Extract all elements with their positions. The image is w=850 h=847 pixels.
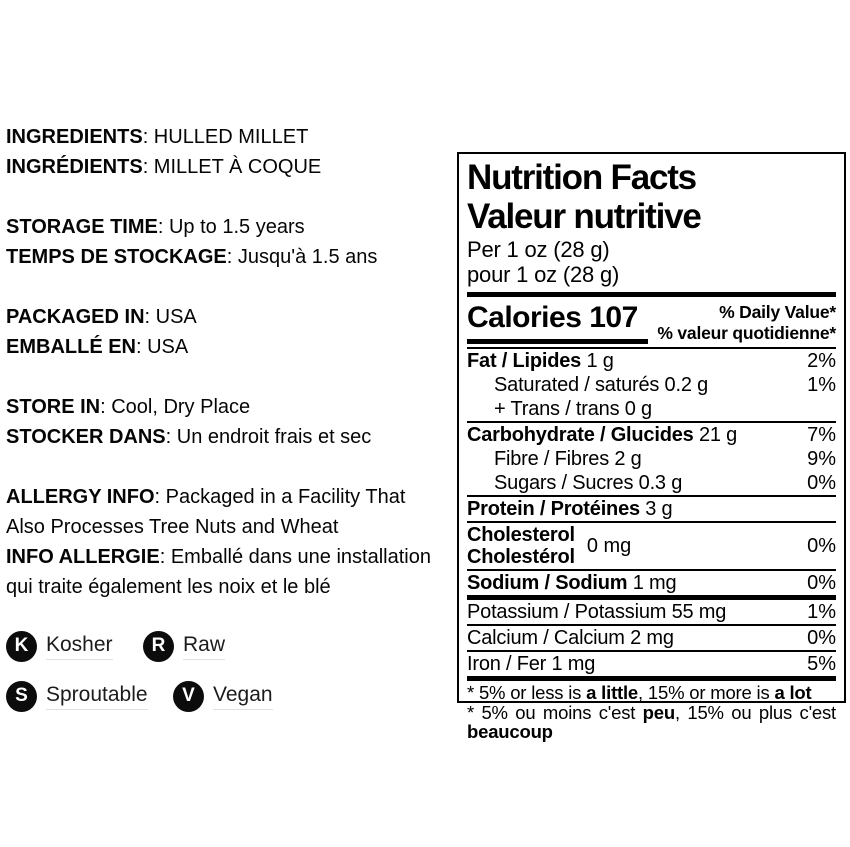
nutrition-facts-label [457,152,846,742]
calories-number: 107 [589,301,638,334]
nutrient-rows [467,347,836,746]
iron-amount: 1 mg [551,653,596,675]
saturated-name: Saturated / saturés [494,374,660,396]
storage-time-line-en [6,212,458,242]
row-iron [467,650,836,676]
daily-value-heading-fr: % valeur quotidienne* [657,323,836,343]
footnote-en-bold-1: a little [586,682,639,703]
sodium-amount: 1 mg [632,572,677,594]
allergy-line-2 [6,512,458,542]
daily-value-heading-en: % Daily Value* [719,302,836,322]
badge-row-1 [6,630,273,662]
badge-raw-label: Raw [183,633,225,660]
product-details [6,122,458,632]
calories-word: Calories [467,301,582,334]
row-cholesterol [467,521,836,569]
nutrition-title-en: Nutrition Facts [467,158,696,197]
row-fat [467,347,836,373]
badge-vegan-label: Vegan [213,683,273,710]
row-calcium [467,624,836,650]
fibre-amount: 2 g [614,448,642,470]
cholesterol-name-en: Cholesterol [467,524,575,546]
sodium-name: Sodium / Sodium [467,572,628,594]
saturated-amount: 0.2 g [664,374,709,396]
packaged-in-label-en: PACKAGED IN [6,306,145,328]
packaged-in-group [6,302,458,362]
footnote [467,676,836,746]
store-in-value-fr: : Un endroit frais et sec [165,426,372,448]
calories-value [467,301,648,344]
carbohydrate-amount: 21 g [698,424,738,446]
calories-section [467,301,836,344]
badge-kosher-label: Kosher [46,633,113,660]
protein-name: Protein / Protéines [467,498,640,520]
row-sugars [467,471,836,495]
allergy-label-fr: INFO ALLERGIE [6,546,160,568]
row-carbohydrate [467,421,836,447]
allergy-value-fr-cont: qui traite également les noix et le blé [6,576,331,598]
footnote-en-text-1: * 5% or less is [467,682,587,703]
storage-time-value-fr: : Jusqu'à 1.5 ans [226,246,378,268]
sugars-dv: 0% [807,472,836,494]
store-in-label-fr: STOCKER DANS [6,426,166,448]
ingredients-line-fr [6,152,458,182]
row-sodium [467,569,836,595]
trans-name: + Trans / trans [494,398,620,420]
potassium-name: Potassium / Potassium [467,601,667,623]
serving-size-fr: pour 1 oz (28 g) [467,262,620,287]
calcium-name: Calcium / Calcium [467,627,625,649]
sproutable-icon: S [6,681,37,712]
potassium-dv: 1% [807,601,836,623]
footnote-fr-bold-1: peu [642,701,675,723]
cholesterol-amount: 0 mg [586,535,632,557]
ingredients-value-en: : HULLED MILLET [142,126,309,148]
allergy-line-1 [6,482,458,512]
store-in-line-fr [6,422,458,452]
badge-raw [143,631,225,662]
ingredients-line-en [6,122,458,152]
storage-time-group [6,212,458,272]
fat-dv: 2% [807,350,836,372]
ingredients-value-fr: : MILLET À COQUE [142,156,322,178]
ingredients-label-en: INGREDIENTS [6,126,143,148]
cholesterol-name-fr: Cholestérol [467,546,575,568]
store-in-group [6,392,458,452]
potassium-amount: 55 mg [671,601,727,623]
ingredients-label-fr: INGRÉDIENTS [6,156,143,178]
thick-divider-top [467,292,836,297]
allergy-label-en: ALLERGY INFO [6,486,155,508]
allergy-line-4 [6,572,458,602]
storage-time-value-en: : Up to 1.5 years [157,216,305,238]
protein-amount: 3 g [645,498,673,520]
storage-time-line-fr [6,242,458,272]
row-potassium [467,595,836,624]
packaged-in-line-en [6,302,458,332]
ingredients-group [6,122,458,182]
row-fibre [467,447,836,471]
fibre-dv: 9% [807,448,836,470]
serving-size-en: Per 1 oz (28 g) [467,237,610,262]
carbohydrate-dv: 7% [807,424,836,446]
packaged-in-label-fr: EMBALLÉ EN [6,336,136,358]
iron-name: Iron / Fer [467,653,547,675]
fibre-name: Fibre / Fibres [494,448,610,470]
badge-kosher [6,631,143,662]
trans-amount: 0 g [624,398,652,420]
sugars-name: Sugars / Sucres [494,472,634,494]
kosher-icon: K [6,631,37,662]
raw-icon: R [143,631,174,662]
footnote-fr [467,703,836,742]
packaged-in-value-fr: : USA [136,336,189,358]
allergy-info-group [6,482,458,602]
footnote-fr-text-2: , 15% ou plus c'est [674,701,836,723]
footnote-en [467,683,836,703]
allergy-value-fr: : Emballé dans une installation [159,546,431,568]
store-in-label-en: STORE IN [6,396,101,418]
certification-badges [6,630,273,730]
storage-time-label-en: STORAGE TIME [6,216,158,238]
footnote-fr-text-1: * 5% ou moins c'est [467,701,643,723]
daily-value-heading [657,301,836,344]
fat-amount: 1 g [586,350,614,372]
nutrition-title-fr: Valeur nutritive [467,197,701,236]
packaged-in-line-fr [6,332,458,362]
sodium-dv: 0% [807,572,836,594]
calcium-dv: 0% [807,627,836,649]
vegan-icon: V [173,681,204,712]
store-in-value-en: : Cool, Dry Place [100,396,251,418]
row-saturated [467,373,836,397]
footnote-en-text-2: , 15% or more is [638,682,775,703]
store-in-line-en [6,392,458,422]
allergy-value-en: : Packaged in a Facility That [154,486,406,508]
storage-time-label-fr: TEMPS DE STOCKAGE [6,246,227,268]
sugars-amount: 0.3 g [638,472,683,494]
allergy-value-en-cont: Also Processes Tree Nuts and Wheat [6,516,339,538]
cholesterol-dv: 0% [807,535,836,557]
fat-name: Fat / Lipides [467,350,582,372]
badge-sproutable [6,681,173,712]
badge-sproutable-label: Sproutable [46,683,148,710]
calcium-amount: 2 mg [630,627,674,649]
carbohydrate-name: Carbohydrate / Glucides [467,424,694,446]
saturated-dv: 1% [807,374,836,396]
packaged-in-value-en: : USA [144,306,197,328]
iron-dv: 5% [807,653,836,675]
footnote-en-bold-2: a lot [774,682,812,703]
footnote-fr-bold-2: beaucoup [467,721,553,742]
row-trans [467,397,836,421]
allergy-line-3 [6,542,458,572]
badge-row-2 [6,680,273,712]
row-protein [467,495,836,521]
badge-vegan [173,681,273,712]
